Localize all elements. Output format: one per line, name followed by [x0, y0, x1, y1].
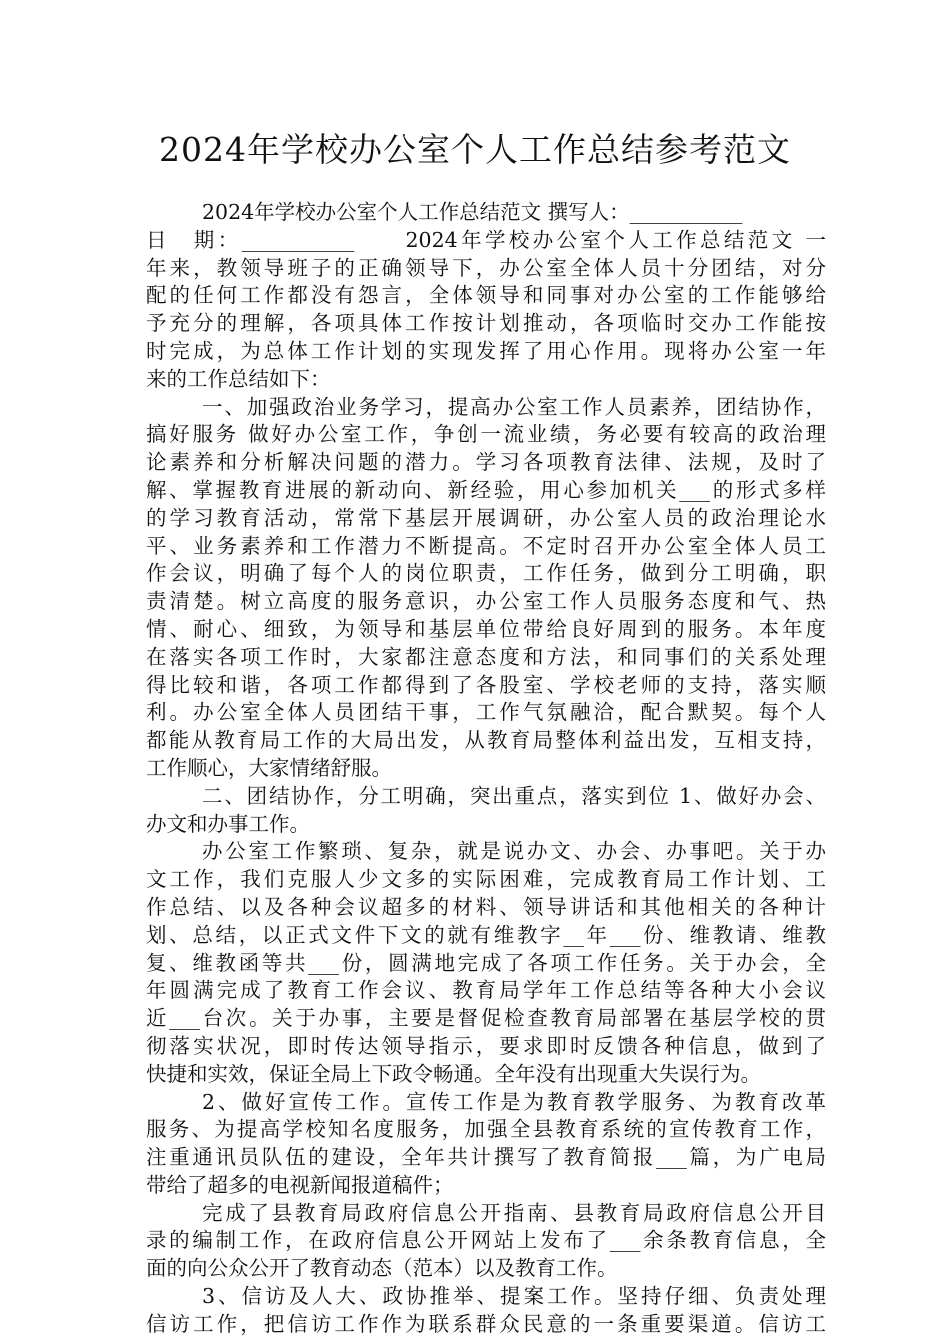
text-line: 办文和办事工作。: [146, 811, 310, 836]
text-line: 平、业务素养和工作潜力不断提高。不定时召开办公室全体人员工: [146, 533, 826, 558]
text-line: 二、团结协作，分工明确，突出重点，落实到位 1、做好办会、: [202, 783, 826, 808]
text-line: 3、信访及人大、政协推举、提案工作。坚持仔细、负责处理: [202, 1284, 826, 1309]
text-line: 日 期：___________ 2024年学校办公室个人工作总结范文 一: [146, 227, 826, 252]
text-line: 都能从教育局工作的大局出发，从教育局整体利益出发，互相支持，: [146, 728, 826, 753]
text-line: 近___台次。关于办事，主要是督促检查教育局部署在基层学校的贯: [146, 1006, 826, 1031]
document-body: [146, 199, 826, 1339]
text-line: 年来，教领导班子的正确领导下，办公室全体人员十分团结，对分: [146, 255, 826, 280]
text-line: 面的向公众公开了教育动态（范本）以及教育工作。: [146, 1256, 618, 1281]
text-line: 办公室工作繁琐、复杂，就是说办文、办会、办事吧。关于办: [202, 839, 826, 864]
text-line: 予充分的理解，各项具体工作按计划推动，各项临时交办工作能按: [146, 311, 826, 336]
text-line: 服务、为提高学校知名度服务，加强全县教育系统的宣传教育工作，: [146, 1117, 826, 1142]
text-line: 时完成，为总体工作计划的实现发挥了用心作用。现将办公室一年: [146, 338, 826, 363]
text-line: 作会议，明确了每个人的岗位职责，工作任务，做到分工明确，职: [146, 561, 826, 586]
text-line: 搞好服务 做好办公室工作，争创一流业绩，务必要有较高的政治理: [146, 422, 826, 447]
text-line: 一、加强政治业务学习，提高办公室工作人员素养，团结协作，: [202, 394, 826, 419]
text-line: 完成了县教育局政府信息公开指南、县教育局政府信息公开目: [202, 1200, 826, 1225]
text-line: 划、总结，以正式文件下文的就有维教字__年___份、维教请、维教: [146, 922, 826, 947]
text-line: 信访工作，把信访工作作为联系群众民意的一条重要渠道。信访工: [146, 1311, 826, 1336]
text-line: 利。办公室全体人员团结干事，工作气氛融洽，配合默契。每个人: [146, 700, 826, 725]
text-line: 来的工作总结如下：: [146, 366, 331, 391]
text-line: 得比较和谐，各项工作都得到了各股室、学校老师的支持，落实顺: [146, 672, 826, 697]
text-line: 2、做好宣传工作。宣传工作是为教育教学服务、为教育改革: [202, 1089, 826, 1114]
text-line: 文工作，我们克服人少文多的实际困难，完成教育局工作计划、工: [146, 867, 826, 892]
text-line: 2024年学校办公室个人工作总结范文 撰写人：___________: [202, 200, 743, 224]
text-line: 论素养和分析解决问题的潜力。学习各项教育法律、法规，及时了: [146, 450, 826, 475]
document-title: 2024年学校办公室个人工作总结参考范文: [159, 130, 791, 169]
text-line: 的学习教育活动，常常下基层开展调研，办公室人员的政治理论水: [146, 505, 826, 530]
text-line: 情、耐心、细致，为领导和基层单位带给良好周到的服务。本年度: [146, 616, 826, 641]
text-line: 彻落实状况，即时传达领导指示，要求即时反馈各种信息，做到了: [146, 1033, 826, 1058]
text-line: 录的编制工作，在政府信息公开网站上发布了___余条教育信息，全: [146, 1228, 826, 1253]
text-line: 复、维教函等共___份，圆满地完成了各项工作任务。关于办会，全: [146, 950, 826, 975]
text-line: 解、掌握教育进展的新动向、新经验，用心参加机关___的形式多样: [146, 477, 826, 502]
text-line: 在落实各项工作时，大家都注意态度和方法，和同事们的关系处理: [146, 644, 826, 669]
text-line: 年圆满完成了教育工作会议、教育局学年工作总结等各种大小会议: [146, 978, 826, 1003]
text-line: 作总结、以及各种会议超多的材料、领导讲话和其他相关的各种计: [146, 894, 826, 919]
text-line: 快捷和实效，保证全局上下政令畅通。全年没有出现重大失误行为。: [146, 1061, 761, 1086]
text-line: 注重通讯员队伍的建设，全年共计撰写了教育简报___篇，为广电局: [146, 1145, 826, 1170]
text-line: 责清楚。树立高度的服务意识，办公室工作人员服务态度和气、热: [146, 589, 826, 614]
text-line: 带给了超多的电视新闻报道稿件；: [146, 1172, 454, 1197]
text-line: 配的任何工作都没有怨言，全体领导和同事对办公室的工作能够给: [146, 283, 826, 308]
text-line: 工作顺心，大家情绪舒服。: [146, 755, 392, 780]
